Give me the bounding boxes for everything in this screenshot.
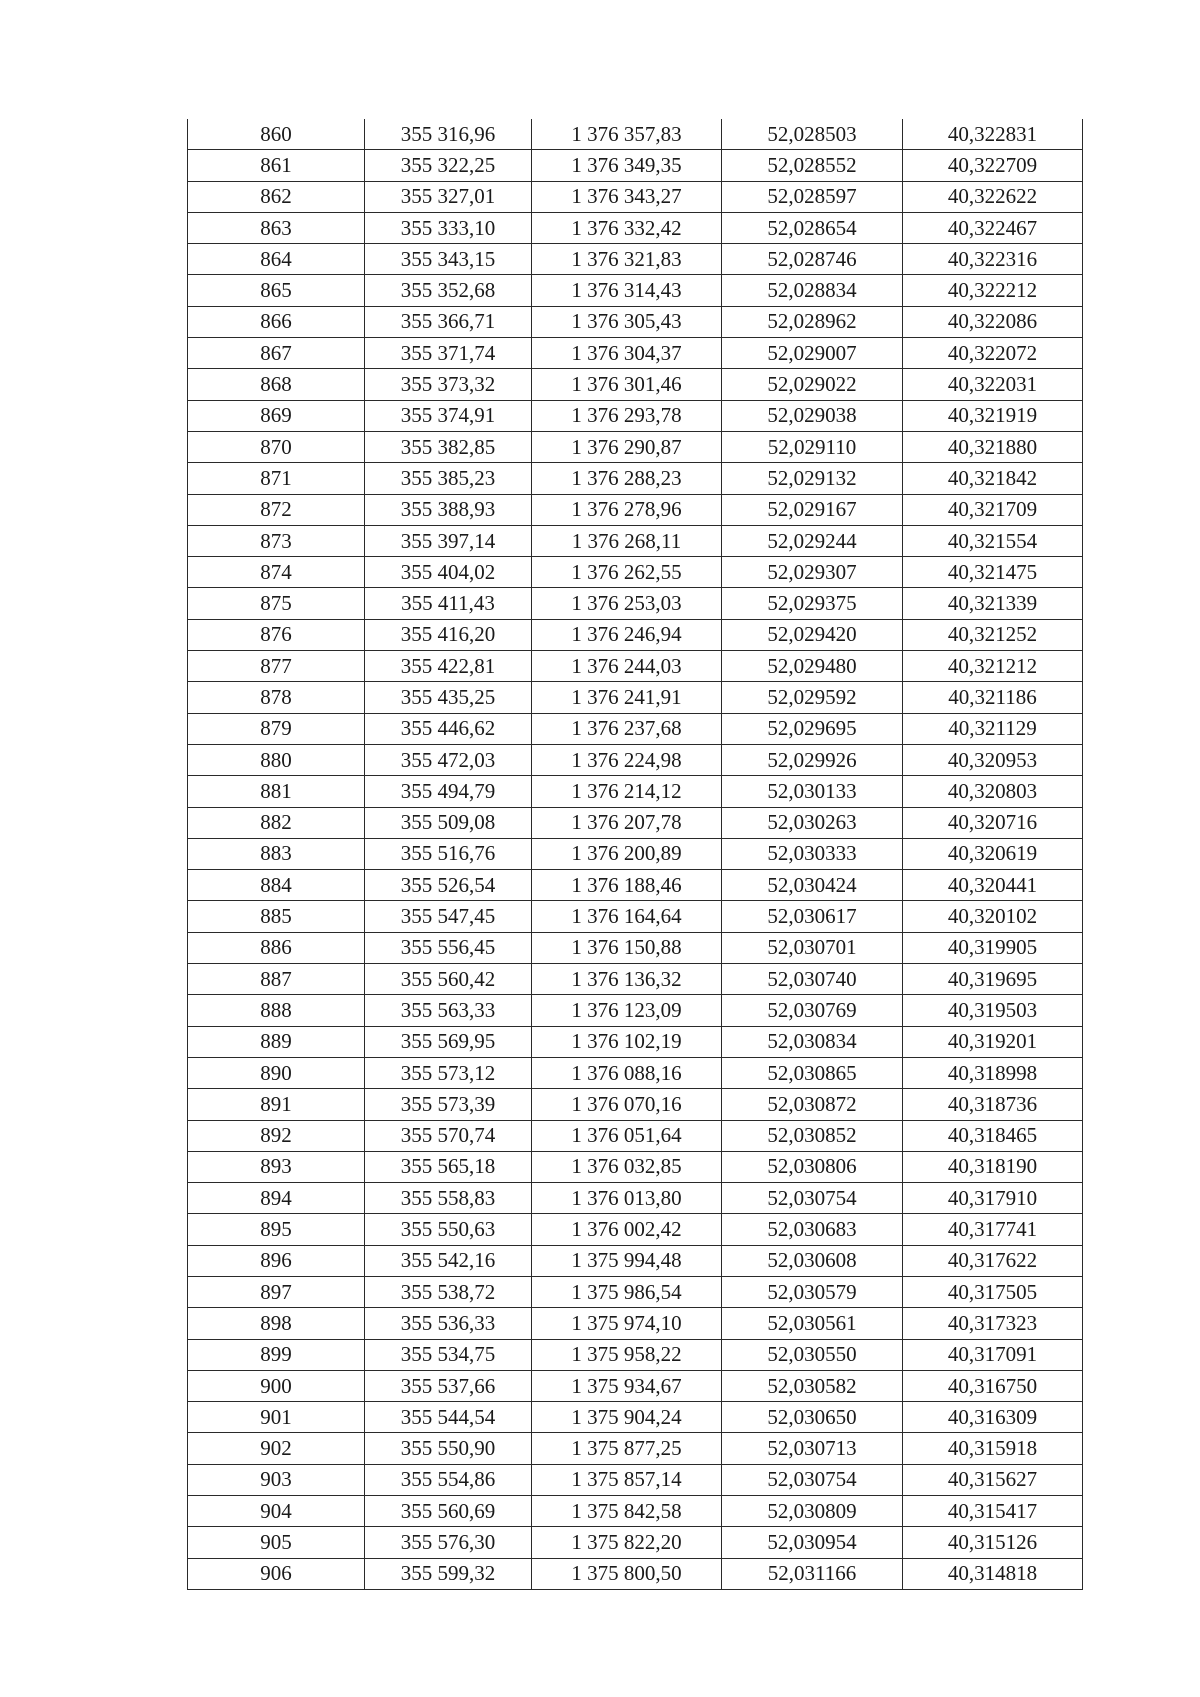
y-coordinate-cell: 1 375 994,48: [532, 1245, 722, 1276]
point-number-cell: 900: [188, 1370, 365, 1401]
y-coordinate-cell: 1 376 214,12: [532, 776, 722, 807]
table-row: [188, 713, 1083, 744]
table-row: [188, 588, 1083, 619]
longitude-cell: 40,319503: [903, 995, 1083, 1026]
longitude-cell: 40,315918: [903, 1433, 1083, 1464]
longitude-cell: 40,320619: [903, 838, 1083, 869]
longitude-cell: 40,322072: [903, 338, 1083, 369]
point-number-cell: 863: [188, 212, 365, 243]
longitude-cell: 40,317091: [903, 1339, 1083, 1370]
x-coordinate-cell: 355 556,45: [365, 932, 532, 963]
latitude-cell: 52,029110: [722, 431, 903, 462]
latitude-cell: 52,029480: [722, 651, 903, 682]
table-row: [188, 1120, 1083, 1151]
x-coordinate-cell: 355 558,83: [365, 1183, 532, 1214]
latitude-cell: 52,030333: [722, 838, 903, 869]
table-row: [188, 1464, 1083, 1495]
point-number-cell: 887: [188, 964, 365, 995]
x-coordinate-cell: 355 573,39: [365, 1089, 532, 1120]
longitude-cell: 40,318190: [903, 1151, 1083, 1182]
longitude-cell: 40,322831: [903, 119, 1083, 150]
y-coordinate-cell: 1 376 349,35: [532, 150, 722, 181]
y-coordinate-cell: 1 376 253,03: [532, 588, 722, 619]
longitude-cell: 40,320441: [903, 870, 1083, 901]
x-coordinate-cell: 355 550,90: [365, 1433, 532, 1464]
longitude-cell: 40,321129: [903, 713, 1083, 744]
point-number-cell: 891: [188, 1089, 365, 1120]
longitude-cell: 40,322031: [903, 369, 1083, 400]
longitude-cell: 40,316750: [903, 1370, 1083, 1401]
latitude-cell: 52,030834: [722, 1026, 903, 1057]
longitude-cell: 40,320716: [903, 807, 1083, 838]
x-coordinate-cell: 355 544,54: [365, 1402, 532, 1433]
longitude-cell: 40,317323: [903, 1308, 1083, 1339]
x-coordinate-cell: 355 416,20: [365, 619, 532, 650]
latitude-cell: 52,029167: [722, 494, 903, 525]
table-row: [188, 494, 1083, 525]
longitude-cell: 40,321880: [903, 431, 1083, 462]
longitude-cell: 40,321252: [903, 619, 1083, 650]
x-coordinate-cell: 355 542,16: [365, 1245, 532, 1276]
x-coordinate-cell: 355 435,25: [365, 682, 532, 713]
longitude-cell: 40,317622: [903, 1245, 1083, 1276]
table-row: [188, 1527, 1083, 1558]
y-coordinate-cell: 1 376 102,19: [532, 1026, 722, 1057]
x-coordinate-cell: 355 373,32: [365, 369, 532, 400]
latitude-cell: 52,030740: [722, 964, 903, 995]
y-coordinate-cell: 1 375 877,25: [532, 1433, 722, 1464]
y-coordinate-cell: 1 376 088,16: [532, 1057, 722, 1088]
longitude-cell: 40,315417: [903, 1496, 1083, 1527]
point-number-cell: 903: [188, 1464, 365, 1495]
latitude-cell: 52,030608: [722, 1245, 903, 1276]
x-coordinate-cell: 355 352,68: [365, 275, 532, 306]
latitude-cell: 52,028552: [722, 150, 903, 181]
y-coordinate-cell: 1 376 200,89: [532, 838, 722, 869]
latitude-cell: 52,030582: [722, 1370, 903, 1401]
latitude-cell: 52,030424: [722, 870, 903, 901]
y-coordinate-cell: 1 376 224,98: [532, 744, 722, 775]
coordinates-table-body: [188, 119, 1083, 1589]
x-coordinate-cell: 355 538,72: [365, 1276, 532, 1307]
table-row: [188, 369, 1083, 400]
x-coordinate-cell: 355 371,74: [365, 338, 532, 369]
x-coordinate-cell: 355 385,23: [365, 463, 532, 494]
x-coordinate-cell: 355 537,66: [365, 1370, 532, 1401]
longitude-cell: 40,321919: [903, 400, 1083, 431]
table-row: [188, 1276, 1083, 1307]
point-number-cell: 867: [188, 338, 365, 369]
point-number-cell: 883: [188, 838, 365, 869]
table-row: [188, 1339, 1083, 1370]
point-number-cell: 897: [188, 1276, 365, 1307]
table-row: [188, 838, 1083, 869]
point-number-cell: 896: [188, 1245, 365, 1276]
latitude-cell: 52,030769: [722, 995, 903, 1026]
point-number-cell: 881: [188, 776, 365, 807]
table-row: [188, 181, 1083, 212]
latitude-cell: 52,028503: [722, 119, 903, 150]
latitude-cell: 52,030701: [722, 932, 903, 963]
x-coordinate-cell: 355 382,85: [365, 431, 532, 462]
x-coordinate-cell: 355 316,96: [365, 119, 532, 150]
point-number-cell: 888: [188, 995, 365, 1026]
longitude-cell: 40,320102: [903, 901, 1083, 932]
x-coordinate-cell: 355 547,45: [365, 901, 532, 932]
y-coordinate-cell: 1 376 304,37: [532, 338, 722, 369]
y-coordinate-cell: 1 375 974,10: [532, 1308, 722, 1339]
point-number-cell: 894: [188, 1183, 365, 1214]
longitude-cell: 40,319695: [903, 964, 1083, 995]
latitude-cell: 52,028746: [722, 244, 903, 275]
point-number-cell: 878: [188, 682, 365, 713]
y-coordinate-cell: 1 376 136,32: [532, 964, 722, 995]
x-coordinate-cell: 355 560,42: [365, 964, 532, 995]
point-number-cell: 880: [188, 744, 365, 775]
y-coordinate-cell: 1 376 343,27: [532, 181, 722, 212]
longitude-cell: 40,318736: [903, 1089, 1083, 1120]
latitude-cell: 52,029375: [722, 588, 903, 619]
point-number-cell: 870: [188, 431, 365, 462]
y-coordinate-cell: 1 376 051,64: [532, 1120, 722, 1151]
latitude-cell: 52,030852: [722, 1120, 903, 1151]
longitude-cell: 40,322467: [903, 212, 1083, 243]
x-coordinate-cell: 355 534,75: [365, 1339, 532, 1370]
latitude-cell: 52,029926: [722, 744, 903, 775]
table-row: [188, 932, 1083, 963]
table-row: [188, 275, 1083, 306]
table-row: [188, 1558, 1083, 1589]
point-number-cell: 898: [188, 1308, 365, 1339]
table-row: [188, 338, 1083, 369]
point-number-cell: 873: [188, 525, 365, 556]
latitude-cell: 52,030872: [722, 1089, 903, 1120]
table-row: [188, 1026, 1083, 1057]
point-number-cell: 885: [188, 901, 365, 932]
y-coordinate-cell: 1 375 986,54: [532, 1276, 722, 1307]
table-row: [188, 1214, 1083, 1245]
table-row: [188, 1089, 1083, 1120]
x-coordinate-cell: 355 550,63: [365, 1214, 532, 1245]
table-row: [188, 776, 1083, 807]
x-coordinate-cell: 355 554,86: [365, 1464, 532, 1495]
y-coordinate-cell: 1 376 293,78: [532, 400, 722, 431]
point-number-cell: 868: [188, 369, 365, 400]
y-coordinate-cell: 1 375 958,22: [532, 1339, 722, 1370]
latitude-cell: 52,029420: [722, 619, 903, 650]
latitude-cell: 52,029244: [722, 525, 903, 556]
y-coordinate-cell: 1 376 164,64: [532, 901, 722, 932]
point-number-cell: 902: [188, 1433, 365, 1464]
table-row: [188, 995, 1083, 1026]
table-row: [188, 1183, 1083, 1214]
longitude-cell: 40,321554: [903, 525, 1083, 556]
point-number-cell: 860: [188, 119, 365, 150]
table-row: [188, 1402, 1083, 1433]
longitude-cell: 40,320953: [903, 744, 1083, 775]
latitude-cell: 52,030263: [722, 807, 903, 838]
table-row: [188, 901, 1083, 932]
y-coordinate-cell: 1 376 123,09: [532, 995, 722, 1026]
latitude-cell: 52,030806: [722, 1151, 903, 1182]
point-number-cell: 893: [188, 1151, 365, 1182]
longitude-cell: 40,322709: [903, 150, 1083, 181]
point-number-cell: 895: [188, 1214, 365, 1245]
table-row: [188, 1057, 1083, 1088]
x-coordinate-cell: 355 322,25: [365, 150, 532, 181]
y-coordinate-cell: 1 375 857,14: [532, 1464, 722, 1495]
table-row: [188, 1308, 1083, 1339]
x-coordinate-cell: 355 536,33: [365, 1308, 532, 1339]
longitude-cell: 40,321186: [903, 682, 1083, 713]
point-number-cell: 866: [188, 306, 365, 337]
x-coordinate-cell: 355 446,62: [365, 713, 532, 744]
point-number-cell: 864: [188, 244, 365, 275]
longitude-cell: 40,322086: [903, 306, 1083, 337]
point-number-cell: 882: [188, 807, 365, 838]
point-number-cell: 904: [188, 1496, 365, 1527]
x-coordinate-cell: 355 327,01: [365, 181, 532, 212]
latitude-cell: 52,028834: [722, 275, 903, 306]
x-coordinate-cell: 355 526,54: [365, 870, 532, 901]
y-coordinate-cell: 1 375 842,58: [532, 1496, 722, 1527]
longitude-cell: 40,314818: [903, 1558, 1083, 1589]
latitude-cell: 52,029132: [722, 463, 903, 494]
latitude-cell: 52,029592: [722, 682, 903, 713]
x-coordinate-cell: 355 576,30: [365, 1527, 532, 1558]
y-coordinate-cell: 1 376 290,87: [532, 431, 722, 462]
point-number-cell: 889: [188, 1026, 365, 1057]
latitude-cell: 52,030617: [722, 901, 903, 932]
y-coordinate-cell: 1 376 321,83: [532, 244, 722, 275]
y-coordinate-cell: 1 376 332,42: [532, 212, 722, 243]
y-coordinate-cell: 1 376 305,43: [532, 306, 722, 337]
table-row: [188, 212, 1083, 243]
table-row: [188, 1433, 1083, 1464]
point-number-cell: 890: [188, 1057, 365, 1088]
x-coordinate-cell: 355 472,03: [365, 744, 532, 775]
table-row: [188, 463, 1083, 494]
longitude-cell: 40,318465: [903, 1120, 1083, 1151]
point-number-cell: 884: [188, 870, 365, 901]
latitude-cell: 52,028962: [722, 306, 903, 337]
point-number-cell: 871: [188, 463, 365, 494]
longitude-cell: 40,317741: [903, 1214, 1083, 1245]
table-row: [188, 619, 1083, 650]
point-number-cell: 869: [188, 400, 365, 431]
latitude-cell: 52,030579: [722, 1276, 903, 1307]
x-coordinate-cell: 355 563,33: [365, 995, 532, 1026]
point-number-cell: 905: [188, 1527, 365, 1558]
x-coordinate-cell: 355 366,71: [365, 306, 532, 337]
table-row: [188, 400, 1083, 431]
x-coordinate-cell: 355 569,95: [365, 1026, 532, 1057]
x-coordinate-cell: 355 565,18: [365, 1151, 532, 1182]
table-row: [188, 964, 1083, 995]
latitude-cell: 52,030550: [722, 1339, 903, 1370]
latitude-cell: 52,031166: [722, 1558, 903, 1589]
y-coordinate-cell: 1 376 268,11: [532, 525, 722, 556]
x-coordinate-cell: 355 333,10: [365, 212, 532, 243]
latitude-cell: 52,029007: [722, 338, 903, 369]
longitude-cell: 40,319201: [903, 1026, 1083, 1057]
longitude-cell: 40,315627: [903, 1464, 1083, 1495]
point-number-cell: 862: [188, 181, 365, 212]
latitude-cell: 52,030809: [722, 1496, 903, 1527]
point-number-cell: 879: [188, 713, 365, 744]
latitude-cell: 52,030561: [722, 1308, 903, 1339]
x-coordinate-cell: 355 516,76: [365, 838, 532, 869]
table-row: [188, 682, 1083, 713]
y-coordinate-cell: 1 376 070,16: [532, 1089, 722, 1120]
y-coordinate-cell: 1 376 237,68: [532, 713, 722, 744]
x-coordinate-cell: 355 422,81: [365, 651, 532, 682]
point-number-cell: 892: [188, 1120, 365, 1151]
table-row: [188, 1245, 1083, 1276]
longitude-cell: 40,321709: [903, 494, 1083, 525]
latitude-cell: 52,028654: [722, 212, 903, 243]
x-coordinate-cell: 355 573,12: [365, 1057, 532, 1088]
latitude-cell: 52,030683: [722, 1214, 903, 1245]
y-coordinate-cell: 1 376 188,46: [532, 870, 722, 901]
longitude-cell: 40,321339: [903, 588, 1083, 619]
x-coordinate-cell: 355 494,79: [365, 776, 532, 807]
longitude-cell: 40,316309: [903, 1402, 1083, 1433]
y-coordinate-cell: 1 376 002,42: [532, 1214, 722, 1245]
latitude-cell: 52,030754: [722, 1464, 903, 1495]
table-row: [188, 525, 1083, 556]
table-row: [188, 744, 1083, 775]
longitude-cell: 40,321212: [903, 651, 1083, 682]
longitude-cell: 40,320803: [903, 776, 1083, 807]
y-coordinate-cell: 1 375 934,67: [532, 1370, 722, 1401]
x-coordinate-cell: 355 343,15: [365, 244, 532, 275]
x-coordinate-cell: 355 570,74: [365, 1120, 532, 1151]
table-row: [188, 651, 1083, 682]
y-coordinate-cell: 1 375 800,50: [532, 1558, 722, 1589]
y-coordinate-cell: 1 376 262,55: [532, 557, 722, 588]
x-coordinate-cell: 355 404,02: [365, 557, 532, 588]
y-coordinate-cell: 1 376 207,78: [532, 807, 722, 838]
x-coordinate-cell: 355 374,91: [365, 400, 532, 431]
longitude-cell: 40,322316: [903, 244, 1083, 275]
latitude-cell: 52,030754: [722, 1183, 903, 1214]
longitude-cell: 40,319905: [903, 932, 1083, 963]
y-coordinate-cell: 1 376 032,85: [532, 1151, 722, 1182]
y-coordinate-cell: 1 375 822,20: [532, 1527, 722, 1558]
y-coordinate-cell: 1 376 314,43: [532, 275, 722, 306]
table-row: [188, 431, 1083, 462]
point-number-cell: 872: [188, 494, 365, 525]
point-number-cell: 861: [188, 150, 365, 181]
latitude-cell: 52,030865: [722, 1057, 903, 1088]
latitude-cell: 52,029022: [722, 369, 903, 400]
y-coordinate-cell: 1 376 150,88: [532, 932, 722, 963]
latitude-cell: 52,030954: [722, 1527, 903, 1558]
table-row: [188, 244, 1083, 275]
table-row: [188, 807, 1083, 838]
latitude-cell: 52,029307: [722, 557, 903, 588]
point-number-cell: 906: [188, 1558, 365, 1589]
table-row: [188, 870, 1083, 901]
y-coordinate-cell: 1 376 357,83: [532, 119, 722, 150]
y-coordinate-cell: 1 376 013,80: [532, 1183, 722, 1214]
y-coordinate-cell: 1 375 904,24: [532, 1402, 722, 1433]
latitude-cell: 52,030650: [722, 1402, 903, 1433]
point-number-cell: 875: [188, 588, 365, 619]
longitude-cell: 40,322212: [903, 275, 1083, 306]
y-coordinate-cell: 1 376 278,96: [532, 494, 722, 525]
point-number-cell: 874: [188, 557, 365, 588]
coordinates-table: [187, 119, 1083, 1590]
table-row: [188, 150, 1083, 181]
point-number-cell: 865: [188, 275, 365, 306]
y-coordinate-cell: 1 376 244,03: [532, 651, 722, 682]
longitude-cell: 40,317910: [903, 1183, 1083, 1214]
x-coordinate-cell: 355 397,14: [365, 525, 532, 556]
latitude-cell: 52,030713: [722, 1433, 903, 1464]
y-coordinate-cell: 1 376 246,94: [532, 619, 722, 650]
x-coordinate-cell: 355 509,08: [365, 807, 532, 838]
table-row: [188, 306, 1083, 337]
point-number-cell: 886: [188, 932, 365, 963]
point-number-cell: 876: [188, 619, 365, 650]
x-coordinate-cell: 355 411,43: [365, 588, 532, 619]
longitude-cell: 40,318998: [903, 1057, 1083, 1088]
latitude-cell: 52,029038: [722, 400, 903, 431]
x-coordinate-cell: 355 599,32: [365, 1558, 532, 1589]
x-coordinate-cell: 355 388,93: [365, 494, 532, 525]
point-number-cell: 899: [188, 1339, 365, 1370]
x-coordinate-cell: 355 560,69: [365, 1496, 532, 1527]
latitude-cell: 52,029695: [722, 713, 903, 744]
table-row: [188, 1151, 1083, 1182]
longitude-cell: 40,321842: [903, 463, 1083, 494]
longitude-cell: 40,321475: [903, 557, 1083, 588]
point-number-cell: 877: [188, 651, 365, 682]
table-row: [188, 119, 1083, 150]
latitude-cell: 52,030133: [722, 776, 903, 807]
longitude-cell: 40,317505: [903, 1276, 1083, 1307]
y-coordinate-cell: 1 376 301,46: [532, 369, 722, 400]
latitude-cell: 52,028597: [722, 181, 903, 212]
table-row: [188, 557, 1083, 588]
longitude-cell: 40,322622: [903, 181, 1083, 212]
longitude-cell: 40,315126: [903, 1527, 1083, 1558]
y-coordinate-cell: 1 376 241,91: [532, 682, 722, 713]
table-row: [188, 1496, 1083, 1527]
table-row: [188, 1370, 1083, 1401]
y-coordinate-cell: 1 376 288,23: [532, 463, 722, 494]
point-number-cell: 901: [188, 1402, 365, 1433]
